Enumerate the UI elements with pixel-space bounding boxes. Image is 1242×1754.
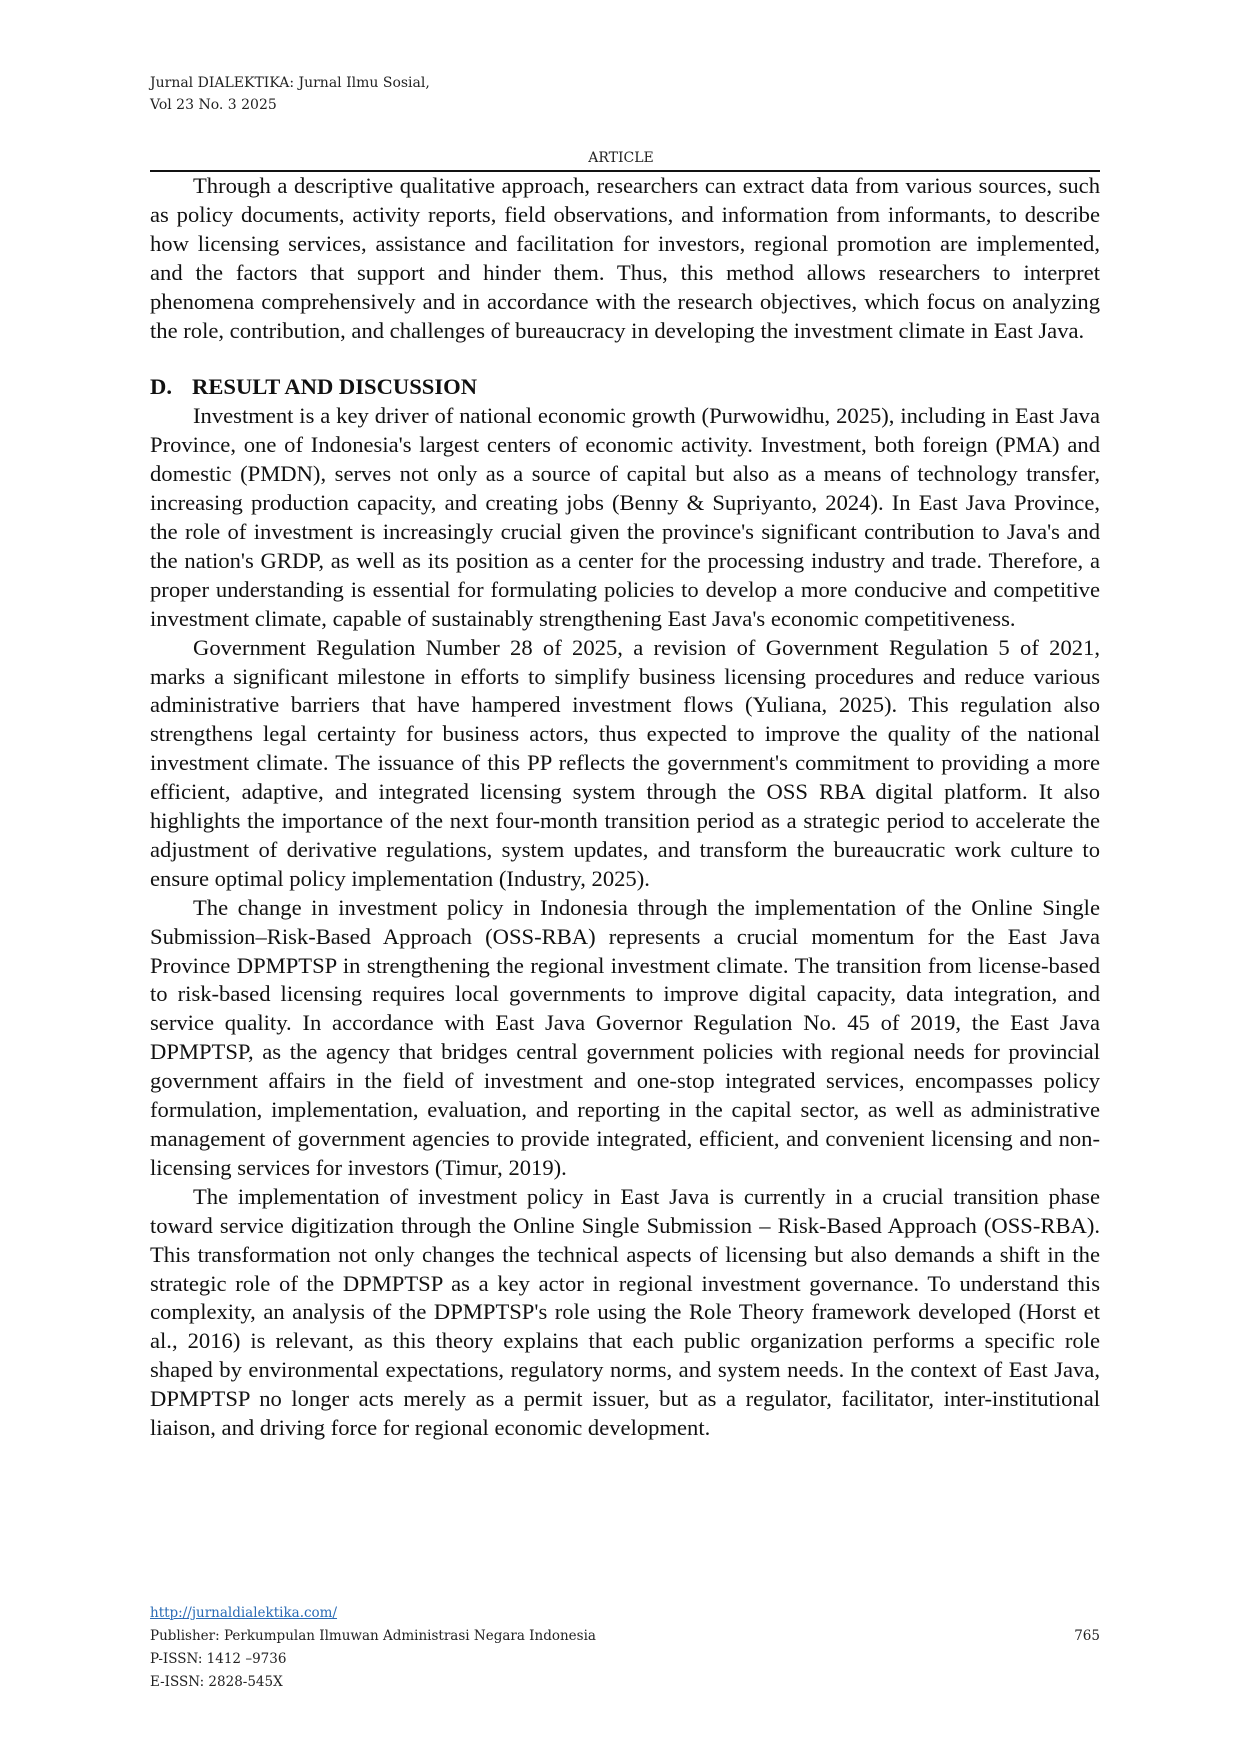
publisher-line: Publisher: Perkumpulan Ilmuwan Administrasi Negara Indonesia: [150, 1628, 596, 1644]
section-heading: [150, 373, 1100, 402]
journal-volume: Vol 23 No. 3 2025: [150, 97, 277, 113]
paragraph-government-regulation: Government Regulation Number 28 of 2025, a revision of Government Regulation 5 of 2021, marks a significant milestone in efforts to simplify business licensing procedures and reduce various administrative barriers that have hampered investment flows (Yuliana, 2025). This regulation also strengthens legal certainty for business actors, thus expected to improve the quality of the national investment climate. The issuance of this PP reflects the government's commitment to providing a more efficient, adaptive, and integrated licensing system through the OSS RBA digital platform. It also highlights the importance of the next four-month transition period as a strategic period to accelerate the adjustment of derivative regulations, system updates, and transform the bureaucratic work culture to ensure optimal policy implementation (Industry, 2025).: [150, 634, 1100, 891]
intro-paragraph: Through a descriptive qualitative approach, researchers can extract data from various sources, such as policy documents, activity reports, field observations, and information from informants, to describe how licensing services, assistance and facilitation for investors, regional promotion are implemented, and the factors that support and hinder them. Thus, this method allows researchers to interpret phenomena comprehensively and in accordance with the research objectives, which focus on analyzing the role, contribution, and challenges of bureaucracy in developing the investment climate in East Java.: [150, 173, 1100, 343]
journal-url-link[interactable]: http://jurnaldialektika.com/: [150, 1605, 338, 1621]
e-issn: E-ISSN: 2828-545X: [150, 1674, 283, 1690]
section-letter: D.: [150, 374, 172, 400]
page-number: 765: [1074, 1628, 1100, 1644]
p-issn: P-ISSN: 1412 –9736: [150, 1651, 287, 1667]
running-header: [150, 72, 430, 116]
journal-title: Jurnal DIALEKTIKA: Jurnal Ilmu Sosial,: [150, 75, 430, 91]
paragraph-investment-driver: Investment is a key driver of national economic growth (Purwowidhu, 2025), including in East Java Province, one of Indonesia's largest centers of economic activity. Investment, both foreign (PMA) and domestic (PMDN), serves not only as a source of capital but also as a means of technology transfer, increasing production capacity, and creating jobs (Benny & Supriyanto, 2024). In East Java Province, the role of investment is increasingly crucial given the province's significant contribution to Java's and the nation's GRDP, as well as its position as a center for the processing industry and trade. Therefore, a proper understanding is essential for formulating policies to develop a more conducive and competitive investment climate, capable of sustainably strengthening East Java's economic competitiveness.: [150, 403, 1100, 631]
paragraph-implementation: The implementation of investment policy in East Java is currently in a crucial transition phase toward service digitization through the Online Single Submission – Risk-Based Approach (OSS-RBA). This transformation not only changes the technical aspects of licensing but also demands a shift in the strategic role of the DPMPTSP as a key actor in regional investment governance. To understand this complexity, an analysis of the DPMPTSP's role using the Role Theory framework developed (Horst et al., 2016) is relevant, as this theory explains that each public organization performs a specific role shaped by environmental expectations, regulatory norms, and system needs. In the context of East Java, DPMPTSP no longer acts merely as a permit issuer, but as a regulator, facilitator, inter-institutional liaison, and driving force for regional economic development.: [150, 1183, 1100, 1441]
article-label: ARTICLE: [588, 150, 654, 166]
section-title: RESULT AND DISCUSSION: [192, 374, 478, 400]
paragraph-oss-rba-change: The change in investment policy in Indonesia through the implementation of the Online Single Submission–Risk-Based Approach (OSS-RBA) represents a crucial momentum for the East Java Province DPMPTSP in strengthening the regional investment climate. The transition from license-based to risk-based licensing requires local governments to improve digital capacity, data integration, and service quality. In accordance with East Java Governor Regulation No. 45 of 2019, the East Java DPMPTSP, as the agency that bridges central government policies with regional needs for provincial government affairs in the field of investment and one-stop integrated services, encompasses policy formulation, implementation, evaluation, and reporting in the capital sector, as well as administrative management of government agencies to provide integrated, efficient, and convenient licensing and non-licensing services for investors (Timur, 2019).: [150, 894, 1100, 1180]
article-body: [150, 172, 1100, 1443]
page-footer: [150, 1602, 1100, 1694]
